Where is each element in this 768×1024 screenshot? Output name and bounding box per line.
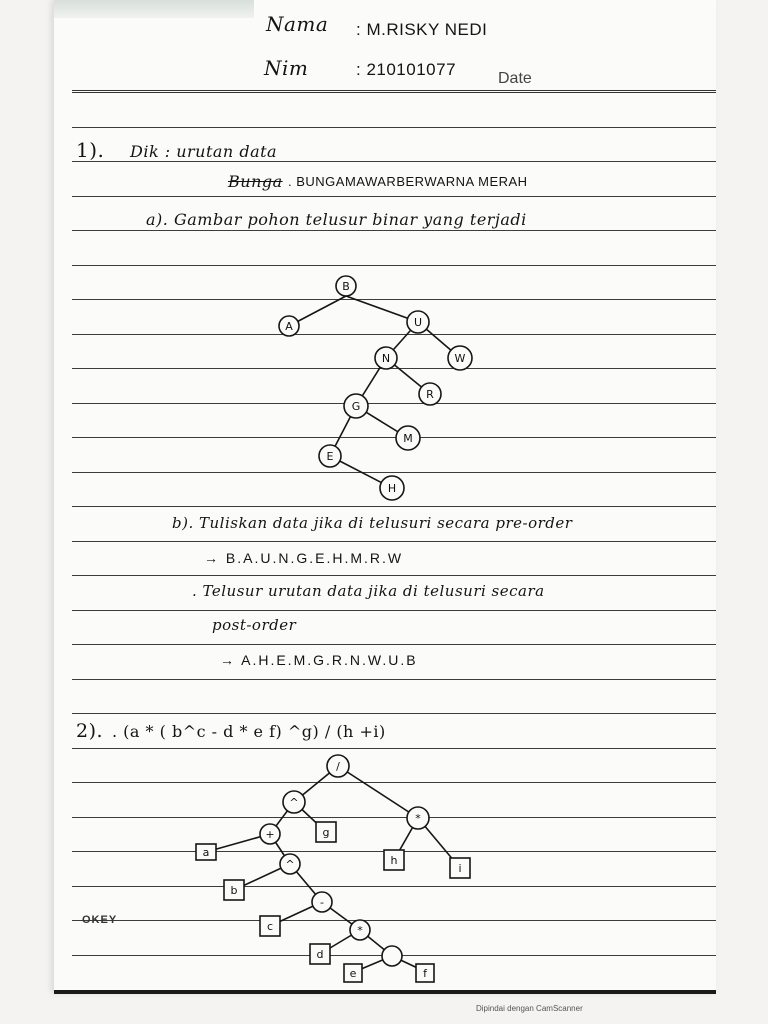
- tree-edge: [338, 766, 418, 818]
- name-value: : M.RISKY NEDI: [356, 20, 488, 39]
- tree-node-label: +: [265, 828, 275, 841]
- q1-b-prompt: b). Tuliskan data jika di telusuri secara pre-order: [172, 514, 573, 532]
- tree-node-label: h: [390, 854, 398, 867]
- date-label: Date: [498, 70, 532, 87]
- tree-node-label: -: [320, 896, 324, 909]
- q2-number: 2).: [76, 720, 104, 742]
- tree-node-label: R: [426, 388, 434, 401]
- tree-node-label: W: [454, 352, 466, 365]
- tree-node-label: ^: [285, 858, 295, 871]
- q2-expression-tree: [54, 0, 716, 993]
- q1-data: . BUNGAMAWARBERWARNA MERAH: [288, 174, 528, 189]
- tree-node-circle: [382, 946, 402, 966]
- tree-node-label: e: [349, 967, 357, 980]
- page-bottom-edge: [54, 990, 716, 994]
- name-label: Nama: [266, 12, 329, 36]
- tree-node-label: H: [387, 482, 397, 495]
- tree-node-label: ^: [289, 796, 299, 809]
- q1-number: 1).: [76, 138, 105, 162]
- tree-node-label: N: [381, 352, 391, 365]
- tree-node-label: *: [357, 924, 363, 937]
- tree-node-label: *: [415, 812, 421, 825]
- q1-postorder-prompt-2: post-order: [212, 616, 297, 634]
- q1-postorder-answer: → A.H.E.M.G.R.N.W.U.B: [220, 652, 418, 668]
- q1-a-prompt: a). Gambar pohon telusur binar yang terjadi: [146, 210, 527, 229]
- tree-node-label: b: [230, 884, 238, 897]
- tree-node-label: U: [413, 316, 423, 329]
- tree-node-label: G: [351, 400, 361, 413]
- tree-node-label: g: [322, 826, 330, 839]
- tree-node-label: c: [266, 920, 274, 933]
- tree-node-label: i: [458, 862, 462, 875]
- tree-node-label: A: [285, 320, 293, 333]
- tree-node-label: /: [336, 760, 340, 773]
- tree-node-label: a: [202, 846, 210, 859]
- scanner-watermark: Dipindai dengan CamScanner: [476, 1004, 583, 1013]
- notebook-brand-logo: OKEY: [82, 914, 118, 926]
- tree-node-label: M: [403, 432, 413, 445]
- tree-node-label: f: [423, 967, 427, 980]
- q1-postorder-prompt-1: . Telusur urutan data jika di telusuri secara: [192, 582, 545, 600]
- tree-node-label: d: [316, 948, 324, 961]
- tree-node-label: E: [326, 450, 334, 463]
- q1-given: Dik : urutan data: [130, 142, 278, 161]
- tree-node-label: B: [342, 280, 350, 293]
- nim-label: Nim: [264, 56, 309, 80]
- q2-expression: . (a * ( b^c - d * e f) ^g) / (h +i): [112, 722, 386, 741]
- q1-data-struck: Bunga: [228, 172, 283, 191]
- q1-preorder-answer: → B.A.U.N.G.E.H.M.R.W: [204, 550, 404, 566]
- nim-value: : 210101077: [356, 60, 457, 79]
- notebook-page: [54, 0, 716, 993]
